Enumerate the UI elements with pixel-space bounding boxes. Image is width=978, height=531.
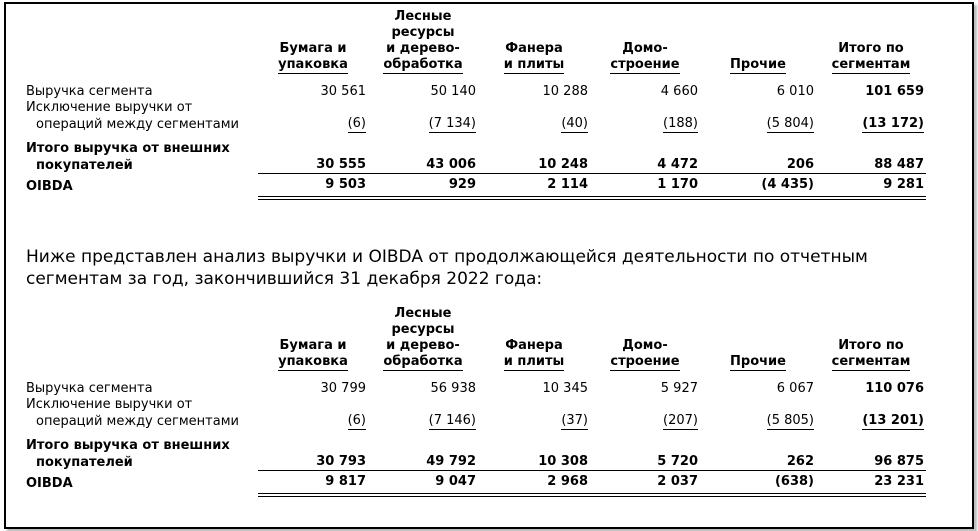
segment-table-2022 [26,306,926,497]
cell-value: (4 435) [700,174,816,199]
col-header-forest: Лесные ресурсы и дерево- обработка [383,9,463,72]
table-row [26,454,926,471]
cell-value: (6) [347,116,366,131]
col-header-total: Итого по сегментам [831,338,911,369]
cell-value: 56 938 [430,381,476,396]
cell-value: 4 660 [660,84,698,99]
description-paragraph: Ниже представлен анализ выручки и OIBDA от продолжающейся деятельности по отчетным сегментам за год, закончившийся 31 декабря 2022 года: [26,247,868,289]
table-row [26,381,926,397]
cell-value: 2 968 [478,471,590,496]
table-row [26,84,926,100]
cell-value: 49 792 [368,454,478,471]
col-header-housing: Домо- строение [610,338,680,369]
row-label: Исключение выручки от [26,100,193,115]
cell-value: (13 201) [862,413,924,428]
col-header-other: Прочие [730,57,786,72]
cell-value: 4 472 [590,157,700,174]
cell-value: 9 503 [258,174,368,199]
col-header-forest: Лесные ресурсы и дерево- обработка [383,306,463,369]
col-header-paper: Бумага и упаковка [278,338,348,369]
table-row [26,157,926,174]
row-label: покупателей [36,454,133,470]
cell-value: 96 875 [816,454,926,471]
table-row [26,471,926,496]
cell-value: 2 037 [590,471,700,496]
cell-value: (207) [663,413,698,428]
cell-value: (6) [347,413,366,428]
cell-value: 50 140 [430,84,476,99]
col-header-other: Прочие [730,354,786,369]
col-header-plywood: Фанера и плиты [503,338,565,369]
cell-value: (7 134) [428,116,476,131]
row-label: Итого выручка от внешних [26,141,230,156]
cell-value: 5 927 [660,381,698,396]
col-header-total: Итого по сегментам [831,41,911,72]
col-header-paper: Бумага и упаковка [278,41,348,72]
cell-value: 10 248 [478,157,590,174]
cell-value: 30 555 [258,157,368,174]
cell-value: 10 288 [542,84,588,99]
row-label: Выручка сегмента [26,381,153,396]
cell-value: (5 805) [766,413,814,428]
cell-value: 1 170 [590,174,700,199]
cell-value: 5 720 [590,454,700,471]
table-row [26,397,926,413]
cell-value: 9 047 [368,471,478,496]
table-row [26,141,926,157]
cell-value: 30 561 [320,84,366,99]
row-label: операций между сегментами [36,414,239,429]
cell-value: (638) [700,471,816,496]
cell-value: 88 487 [816,157,926,174]
cell-value: 206 [700,157,816,174]
cell-value: 10 345 [542,381,588,396]
col-header-plywood: Фанера и плиты [503,41,565,72]
table-header-row [26,306,926,371]
row-label: Итого выручка от внешних [26,438,230,453]
row-label: операций между сегментами [36,117,239,132]
cell-value: 30 799 [320,381,366,396]
row-label: OIBDA [26,179,73,194]
col-header-housing: Домо- строение [610,41,680,72]
cell-value: 101 659 [865,84,924,99]
cell-value: 23 231 [816,471,926,496]
row-label: Исключение выручки от [26,397,193,412]
table-row [26,413,926,430]
table-row [26,174,926,199]
table-row [26,100,926,116]
cell-value: (13 172) [862,116,924,131]
cell-value: 6 010 [776,84,814,99]
cell-value: 110 076 [865,381,924,396]
cell-value: 9 281 [816,174,926,199]
cell-value: 30 793 [258,454,368,471]
cell-value: (37) [561,413,588,428]
row-label: покупателей [36,157,133,173]
row-label: OIBDA [26,476,73,491]
table-row [26,438,926,454]
cell-value: 10 308 [478,454,590,471]
table-row [26,116,926,133]
cell-value: 2 114 [478,174,590,199]
cell-value: 43 006 [368,157,478,174]
cell-value: (188) [663,116,698,131]
cell-value: 6 067 [776,381,814,396]
row-label: Выручка сегмента [26,84,153,99]
cell-value: (5 804) [766,116,814,131]
segment-table-2023 [26,9,926,200]
cell-value: 9 817 [258,471,368,496]
cell-value: 929 [368,174,478,199]
cell-value: 262 [700,454,816,471]
cell-value: (40) [561,116,588,131]
table-header-row [26,9,926,74]
cell-value: (7 146) [428,413,476,428]
